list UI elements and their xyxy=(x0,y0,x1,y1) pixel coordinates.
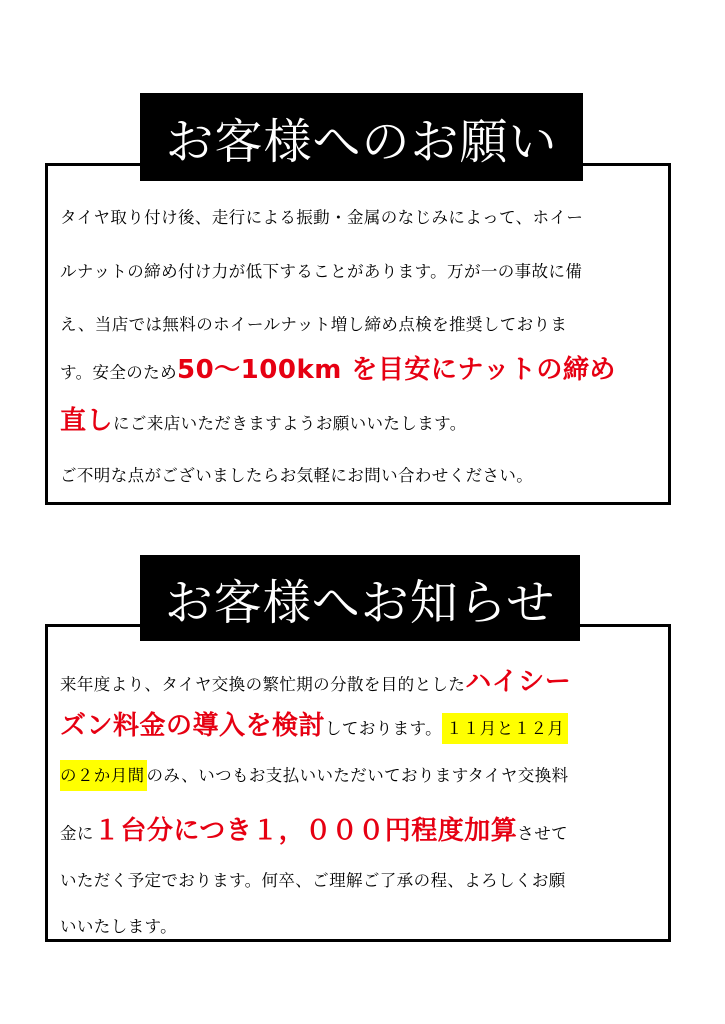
request-line-5-text: にご来店いただきますようお願いいたします。 xyxy=(113,414,467,433)
request-emphasis-distance: 50～100km を目安にナットの締め xyxy=(176,355,616,385)
request-line-6: ご不明な点がございましたらお気軽にお問い合わせください。 xyxy=(60,466,534,485)
notice-line-5: いただく予定でおります。何卒、ご理解ご了承の程、よろしくお願 xyxy=(60,871,566,890)
notice-line-2 xyxy=(60,705,568,742)
notice-line-6: いいたします。 xyxy=(60,917,177,936)
request-line-3: え、当店では無料のホイールナット増し締め点検を推奨しておりま xyxy=(60,315,568,334)
request-line-5 xyxy=(60,400,467,437)
request-title-bar xyxy=(140,93,583,181)
request-line-1: タイヤ取り付け後、走行による振動・金属のなじみによって、ホイー xyxy=(60,208,584,227)
notice-emphasis-surcharge: １台分につき１，０００円程度加算 xyxy=(93,816,518,846)
notice-box xyxy=(45,624,671,942)
request-line-4 xyxy=(60,349,616,386)
notice-title-bar xyxy=(140,555,580,641)
notice-line-4-text: 金に xyxy=(60,824,94,843)
request-title: お客様へのお願い xyxy=(165,113,558,170)
notice-line-2-text: しております。 xyxy=(325,719,442,738)
request-box xyxy=(45,163,671,505)
notice-title: お客様へお知らせ xyxy=(164,574,556,631)
notice-line-4 xyxy=(60,810,568,847)
notice-line-3-text: のみ、いつもお支払いいただいておりますタイヤ交換料 xyxy=(146,766,569,785)
notice-line-1-text: 来年度より、タイヤ交換の繁忙期の分散を目的とした xyxy=(60,675,466,694)
notice-emphasis-season-1: ハイシー xyxy=(465,667,572,697)
notice-emphasis-season-2: ズン料金の導入を検討 xyxy=(60,711,326,741)
notice-line-3 xyxy=(60,762,569,786)
notice-line-1 xyxy=(60,661,571,698)
notice-highlight-months-2: の２か月間 xyxy=(60,760,147,791)
request-emphasis-retighten: 直し xyxy=(60,406,114,436)
notice-highlight-months-1: １１月と１２月 xyxy=(442,713,568,744)
request-line-2: ルナットの締め付け力が低下することがあります。万が一の事故に備 xyxy=(60,262,583,281)
request-line-4-text: す。安全のため xyxy=(60,363,177,382)
notice-line-4-suffix: させて xyxy=(517,824,568,843)
